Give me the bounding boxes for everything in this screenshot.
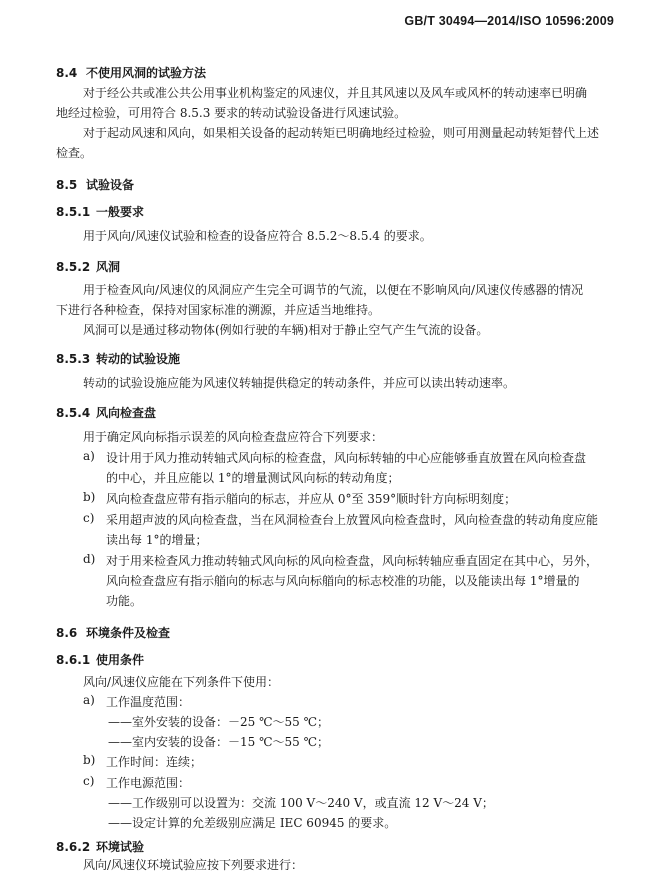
paragraph-line: 下进行各种检查，保持对国家标准的溯源，并应适当地维持。 [56,303,381,317]
paragraph-line: 对于经公共或准公共公用事业机构鉴定的风速仪，并且其风速以及风车或风杯的转动速率已明确 [83,86,588,100]
paragraph-line: 对于起动风速和风向，如果相关设备的起动转矩已明确地经过检验，则可用测量起动转矩替代上述 [83,126,600,140]
list-item-line: 工作时间：连续； [106,755,203,769]
section-number: 8.6.1 [56,653,91,667]
sub-item-line: ——室外安装的设备：－25 ℃～55 ℃； [108,715,330,729]
list-marker: a) [83,449,95,463]
section-8-5-4-heading [56,404,156,421]
section-8-6-1-heading [56,651,144,668]
section-title: 环境试验 [96,840,145,854]
list-marker: b) [83,490,96,504]
section-8-5-1-heading [56,203,144,220]
list-marker: c) [83,774,95,788]
paragraph-line: 转动的试验设施应能为风速仪转轴提供稳定的转动条件，并应可以读出转动速率。 [83,376,516,390]
section-8-5-heading [56,176,134,193]
section-8-6-heading [56,624,170,641]
standard-number-header: GB/T 30494—2014/ISO 10596:2009 [404,14,614,28]
section-title: 使用条件 [96,653,145,667]
paragraph-line: 风向/风速仪环境试验应按下列要求进行： [83,858,304,872]
paragraph-line: 风洞可以是通过移动物体(例如行驶的车辆)相对于静止空气产生气流的设备。 [83,323,489,337]
paragraph-line: 用于确定风向标指示误差的风向检查盘应符合下列要求： [83,430,384,444]
paragraph-line: 用于风向/风速仪试验和检查的设备应符合 8.5.2～8.5.4 的要求。 [83,229,432,243]
section-number: 8.5.3 [56,352,91,366]
section-8-5-3-heading [56,350,180,367]
list-item-line: 工作温度范围： [106,695,191,709]
section-title: 一般要求 [96,205,145,219]
list-item-line: 功能。 [106,594,143,608]
paragraph-line: 风向/风速仪应能在下列条件下使用： [83,675,280,689]
paragraph-line: 检查。 [56,146,93,160]
sub-item-line: ——室内安装的设备：－15 ℃～55 ℃； [108,735,330,749]
list-item-line: 对于用来检查风力推动转轴式风向标的风向检查盘，风向标转轴应垂直固定在其中心，另外， [106,554,599,568]
section-title: 风向检查盘 [96,406,157,420]
list-item-line: 工作电源范围： [106,776,191,790]
list-item-line: 设计用于风力推动转轴式风向标的检查盘，风向标转轴的中心应能够垂直放置在风向检查盘 [106,451,587,465]
list-item-line: 读出每 1°的增量； [106,533,208,547]
section-number: 8.6 [56,626,78,640]
list-marker: c) [83,511,95,525]
section-8-4-heading [56,64,206,81]
sub-item-line: ——工作级别可以设置为：交流 100 V～240 V，或直流 12 V～24 V； [108,796,494,810]
section-title: 不使用风洞的试验方法 [86,66,207,80]
list-item-line: 风向检查盘应有指示艏向的标志与风向标艏向的标志校准的功能，以及能读出每 1°增量的 [106,574,580,588]
list-marker: b) [83,753,96,767]
section-8-6-2-heading [56,838,144,855]
section-title: 风洞 [96,260,121,274]
section-number: 8.5.4 [56,406,91,420]
section-number: 8.6.2 [56,840,91,854]
section-title: 转动的试验设施 [96,352,181,366]
section-number: 8.5.1 [56,205,91,219]
list-marker: a) [83,693,95,707]
sub-item-line: ——设定计算的允差级别应满足 IEC 60945 的要求。 [108,816,397,830]
list-item-line: 采用超声波的风向检查盘，当在风洞检查台上放置风向检查盘时，风向检查盘的转动角度应能 [106,513,599,527]
section-number: 8.4 [56,66,78,80]
list-item-line: 风向检查盘应带有指示艏向的标志，并应从 0°至 359°顺时针方向标明刻度； [106,492,517,506]
list-marker: d) [83,552,96,566]
paragraph-line: 地经过检验，可用符合 8.5.3 要求的转动试验设备进行风速试验。 [56,106,407,120]
section-number: 8.5 [56,178,78,192]
list-item-line: 的中心，并且应能以 1°的增量测试风向标的转动角度； [106,471,400,485]
section-title: 环境条件及检查 [86,626,171,640]
paragraph-line: 用于检查风向/风速仪的风洞应产生完全可调节的气流，以便在不影响风向/风速仪传感器的情况 [83,283,584,297]
section-8-5-2-heading [56,258,120,275]
section-title: 试验设备 [86,178,135,192]
section-number: 8.5.2 [56,260,91,274]
